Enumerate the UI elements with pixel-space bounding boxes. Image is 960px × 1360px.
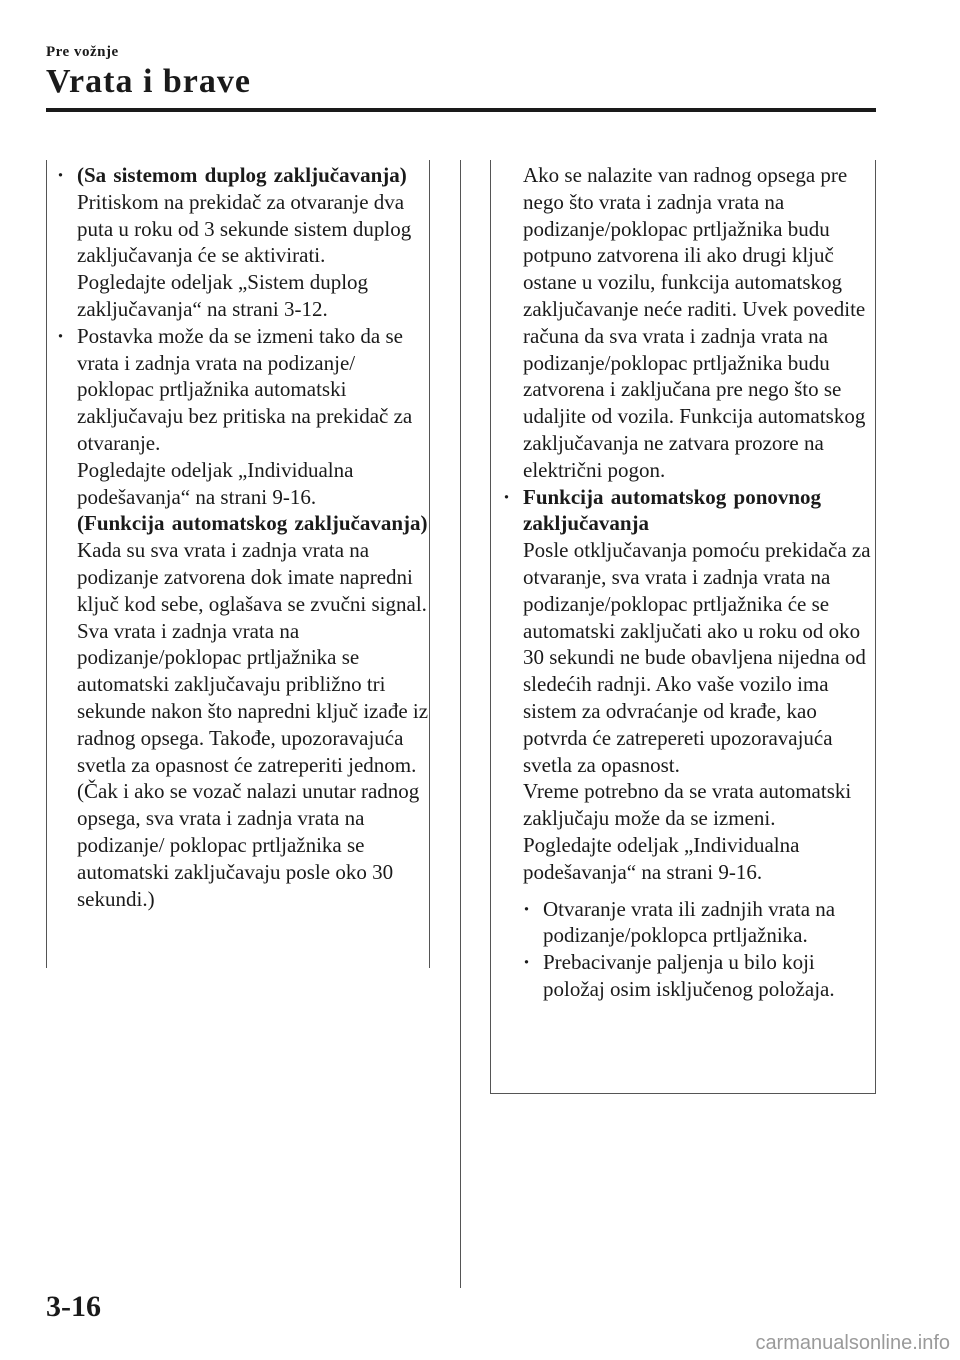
bullet-icon: · (523, 896, 531, 921)
sub-list-item (523, 949, 875, 1003)
sub-item-text: Otvaranje vrata ili zadnjih vrata na podizanje/poklopca prtljažnika. (543, 896, 836, 948)
sub-list-item (523, 896, 875, 950)
left-column (46, 160, 430, 968)
list-item (503, 484, 875, 1003)
intro-paragraph: Ako se nalazite van radnog opsega pre nego što vrata i zadnja vrata na podizanje/poklopac prtljažnika budu potpuno zatvorena ili ako drugi ključ ostane u vozilu, funkcija automatskog zaključavanje neće raditi. Uvek povedite računa da sva vrata i zadnja vrata na podizanje/poklopac prtljažnika budu zatvorena i zaključana pre nego što se udaljite od vozila. Funkcija automatskog zaključavanja ne zatvara prozore na električni pogon. (523, 163, 866, 482)
page-number: 3-16 (46, 1290, 101, 1323)
item-reference: Pogledajte odeljak „Sistem duplog zaključavanja“ na strani 3-12. (77, 270, 369, 321)
list-item (57, 323, 429, 913)
item-body: Pritiskom na prekidač za otvaranje dva puta u roku od 3 sekunde sistem duplog zaključavanja će se aktivirati. (77, 189, 412, 268)
item-heading: (Sa sistemom duplog zaključavanja) (77, 163, 407, 187)
page-title: Vrata i brave (46, 63, 251, 100)
column-divider (460, 160, 461, 1288)
item-note: Vreme potrebno da se vrata automatski zaključaju može da se izmeni. (523, 779, 852, 831)
item-reference: Pogledajte odeljak „Individualna podešavanja“ na strani 9-16. (77, 457, 354, 509)
watermark: carmanualsonline.info (755, 1332, 950, 1354)
list-item (57, 162, 429, 323)
sub-list (523, 896, 875, 1003)
item-subheading: (Funkcija automatskog zaključavanja) (77, 511, 428, 536)
item-heading: Funkcija automatskog ponovnog zaključavanja (523, 484, 822, 536)
bullet-icon: · (57, 323, 65, 348)
right-column (490, 160, 876, 1094)
bullet-icon: · (503, 484, 511, 509)
item-subbody: Kada su sva vrata i zadnja vrata na podizanje zatvorena dok imate napredni ključ kod sebe, oglašava se zvučni signal. Sva vrata i zadnja vrata na podizanje/poklopac prtljažnika se automatski zaključavaju približno tri sekunde nakon što napredni ključ izađe iz radnog opsega. Takođe, upozoravajuća svetla za opasnost će zatreperiti jednom. (Čak i ako se vozač nalazi unutar radnog opsega, sva vrata i zadnja vrata na podizanje/ poklopac prtljažnika se automatski zaključavaju posle oko 30 sekundi.) (77, 538, 429, 911)
item-body: Postavka može da se izmeni tako da se vrata i zadnja vrata na podizanje/ poklopac prtljažnika automatski zaključavaju bez pritiska na prekidač za otvaranje. (77, 323, 413, 455)
sub-item-text: Prebacivanje paljenja u bilo koji položaj osim isključenog položaja. (543, 950, 835, 1001)
item-body: Posle otključavanja pomoću prekidača za otvaranje, sva vrata i zadnja vrata na podizanje/poklopac prtljažnika će se automatski zaključati ako u roku od oko 30 sekundi ne bude obavljena nijedna od sledećih radnji. Ako vaše vozilo ima sistem za odvraćanje od krađe, kao potvrda će zatrepereti upozoravajuća svetla za opasnost. (523, 538, 871, 777)
title-rule (46, 108, 876, 112)
bullet-icon: · (523, 950, 531, 975)
item-reference: Pogledajte odeljak „Individualna podešavanja“ na strani 9-16. (523, 832, 800, 884)
bullet-icon: · (57, 163, 65, 187)
section-label: Pre vožnje (46, 44, 119, 60)
